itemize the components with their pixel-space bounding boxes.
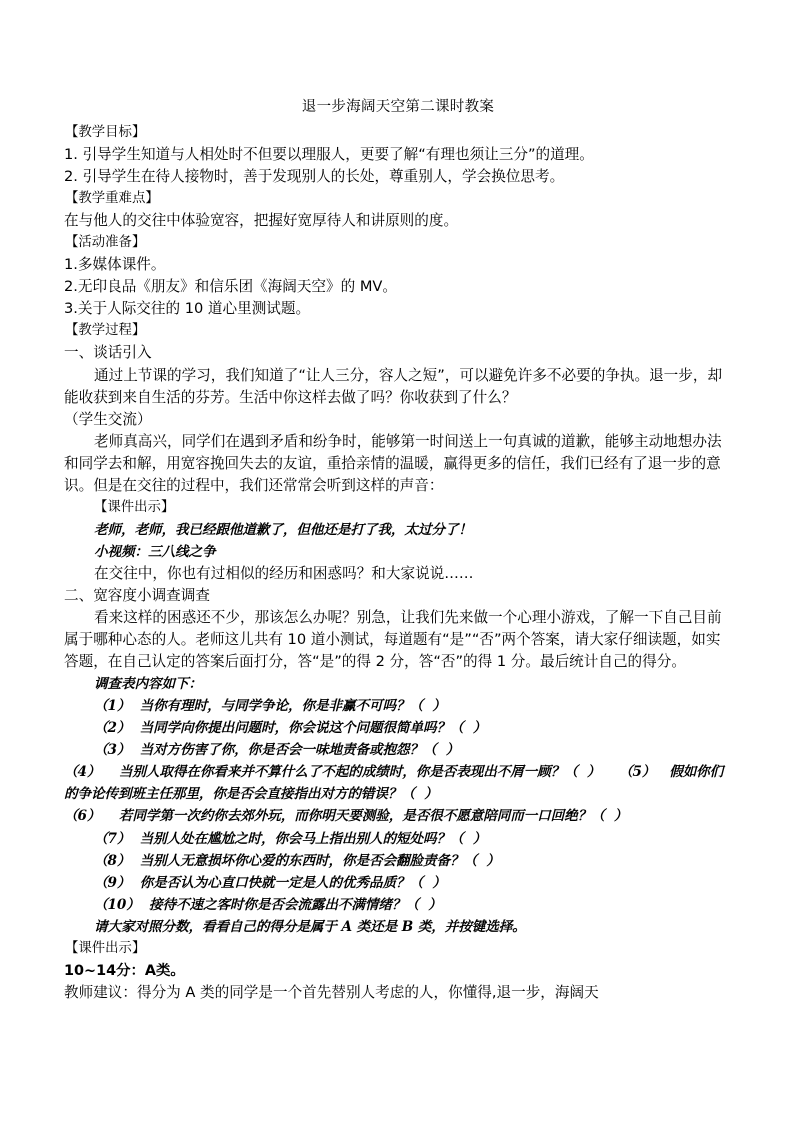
section-heading-teaching-goals: 【教学目标】 [65,125,146,140]
section-heading-preparation: 【活动准备】 [65,235,146,251]
preparation-item-2: 2.无印良品《朋友》和信乐团《海阔天空》的 MV。 [64,278,398,296]
survey-item-8: （8） 当别人无意损坏你心爱的东西时，你是否会翻脸责备？（ ） [94,852,500,869]
score-range-a: 10~14分：A类。 [64,962,185,979]
survey-item-7: （7） 当别人处在尴尬之时，你会马上指出别人的短处吗？（ ） [94,830,487,847]
survey-item-10: （10） 接待不速之客时你是否会流露出不满情绪？（ ） [94,896,442,913]
survey-item-6: （6） 若同学第一次约你去郊外玩，而你明天要测验，是否很不愿意陪同而一口回绝？（ ） [64,808,628,825]
courseware-video-title: 小视频：三八线之争 [94,543,216,560]
paragraph-survey-intro: 看来这样的困惑还不少，那该怎么办呢？别急，让我们先来做一个心理小游戏，了解一下自己目前属于哪种心态的人。老师这儿共有 10 道小测试，每道题有“是”“否”两个答案，请大家仔细读题，如实答题，在自己认定的答案后面打分，答“是”的得 2 分，答“否”的得 1 分。最后统计自己的得分。 [64,609,722,671]
courseware-label-2: 【课件出示】 [65,940,146,956]
key-points-text: 在与他人的交往中体验宽容，把握好宽厚待人和讲原则的度。 [64,212,459,230]
survey-closing-instruction: 请大家对照分数，看看自己的得分是属于 A 类还是 B 类，并按键选择。 [94,918,526,935]
preparation-item-1: 1.多媒体课件。 [64,256,166,274]
teaching-goal-1: 1. 引导学生知道与人相处时不但要以理服人，更要了解“有理也须让三分”的道理。 [64,146,594,164]
part-one-heading: 一、谈话引入 [64,344,152,362]
courseware-label-1: 【课件出示】 [94,499,175,515]
survey-item-4-and-5: （4） 当别人取得在你看来并不算什么了不起的成绩时，你是否表现出不屑一顾？（ ） （5） 假如你们的争论传到班主任那里，你是否会直接指出对方的错误？（ ） [64,764,724,803]
survey-item-3: （3） 当对方伤害了你，你是否会一味地责备或抱怨？（ ） [94,742,460,759]
paragraph-intro-review: 通过上节课的学习，我们知道了“让人三分，容人之短”，可以避免许多不必要的争执。退一步，却能收获到来自生活的芬芳。生活中你这样去做了吗？你收获到了什么？ [64,366,723,406]
survey-table-intro: 调查表内容如下： [94,676,202,693]
courseware-quote-complaint: 老师，老师，我已经跟他道歉了，但他还是打了我，太过分了！ [94,521,472,538]
document-content [64,96,732,1004]
survey-item-1: （1） 当你有理时，与同学争论，你是非赢不可吗？（ ） [94,698,446,715]
part-two-heading: 二、宽容度小调查调查 [64,586,210,604]
teaching-goal-2: 2. 引导学生在待人接物时，善于发现别人的长处，尊重别人，学会换位思考。 [64,168,565,186]
preparation-item-3: 3.关于人际交往的 10 道心里测试题。 [64,300,311,318]
page-title: 退一步海阔天空第二课时教案 [301,99,495,115]
survey-item-9: （9） 你是否认为心直口快就一定是人的优秀品质？（ ） [94,874,446,891]
section-heading-key-points: 【教学重难点】 [65,191,159,207]
courseware-discussion-prompt: 在交往中，你也有过相似的经历和困惑吗？和大家说说…… [94,564,474,582]
teacher-advice-text: 教师建议：得分为 A 类的同学是一个首先替别人考虑的人，你懂得,退一步，海阔天 [64,983,599,1001]
section-heading-process: 【教学过程】 [65,323,146,339]
paragraph-teacher-praise: 老师真高兴，同学们在遇到矛盾和纷争时，能够第一时间送上一句真诚的道歉，能够主动地想办法和同学去和解，用宽容挽回失去的友谊，重拾亲情的温暖，赢得更多的信任，我们已经有了退一步的意识。但是在交往的过程中，我们还常常会听到这样的声音： [64,432,722,494]
student-exchange-note: （学生交流） [64,410,152,428]
survey-item-2: （2） 当同学向你提出问题时，你会说这个问题很简单吗？（ ） [94,720,487,737]
